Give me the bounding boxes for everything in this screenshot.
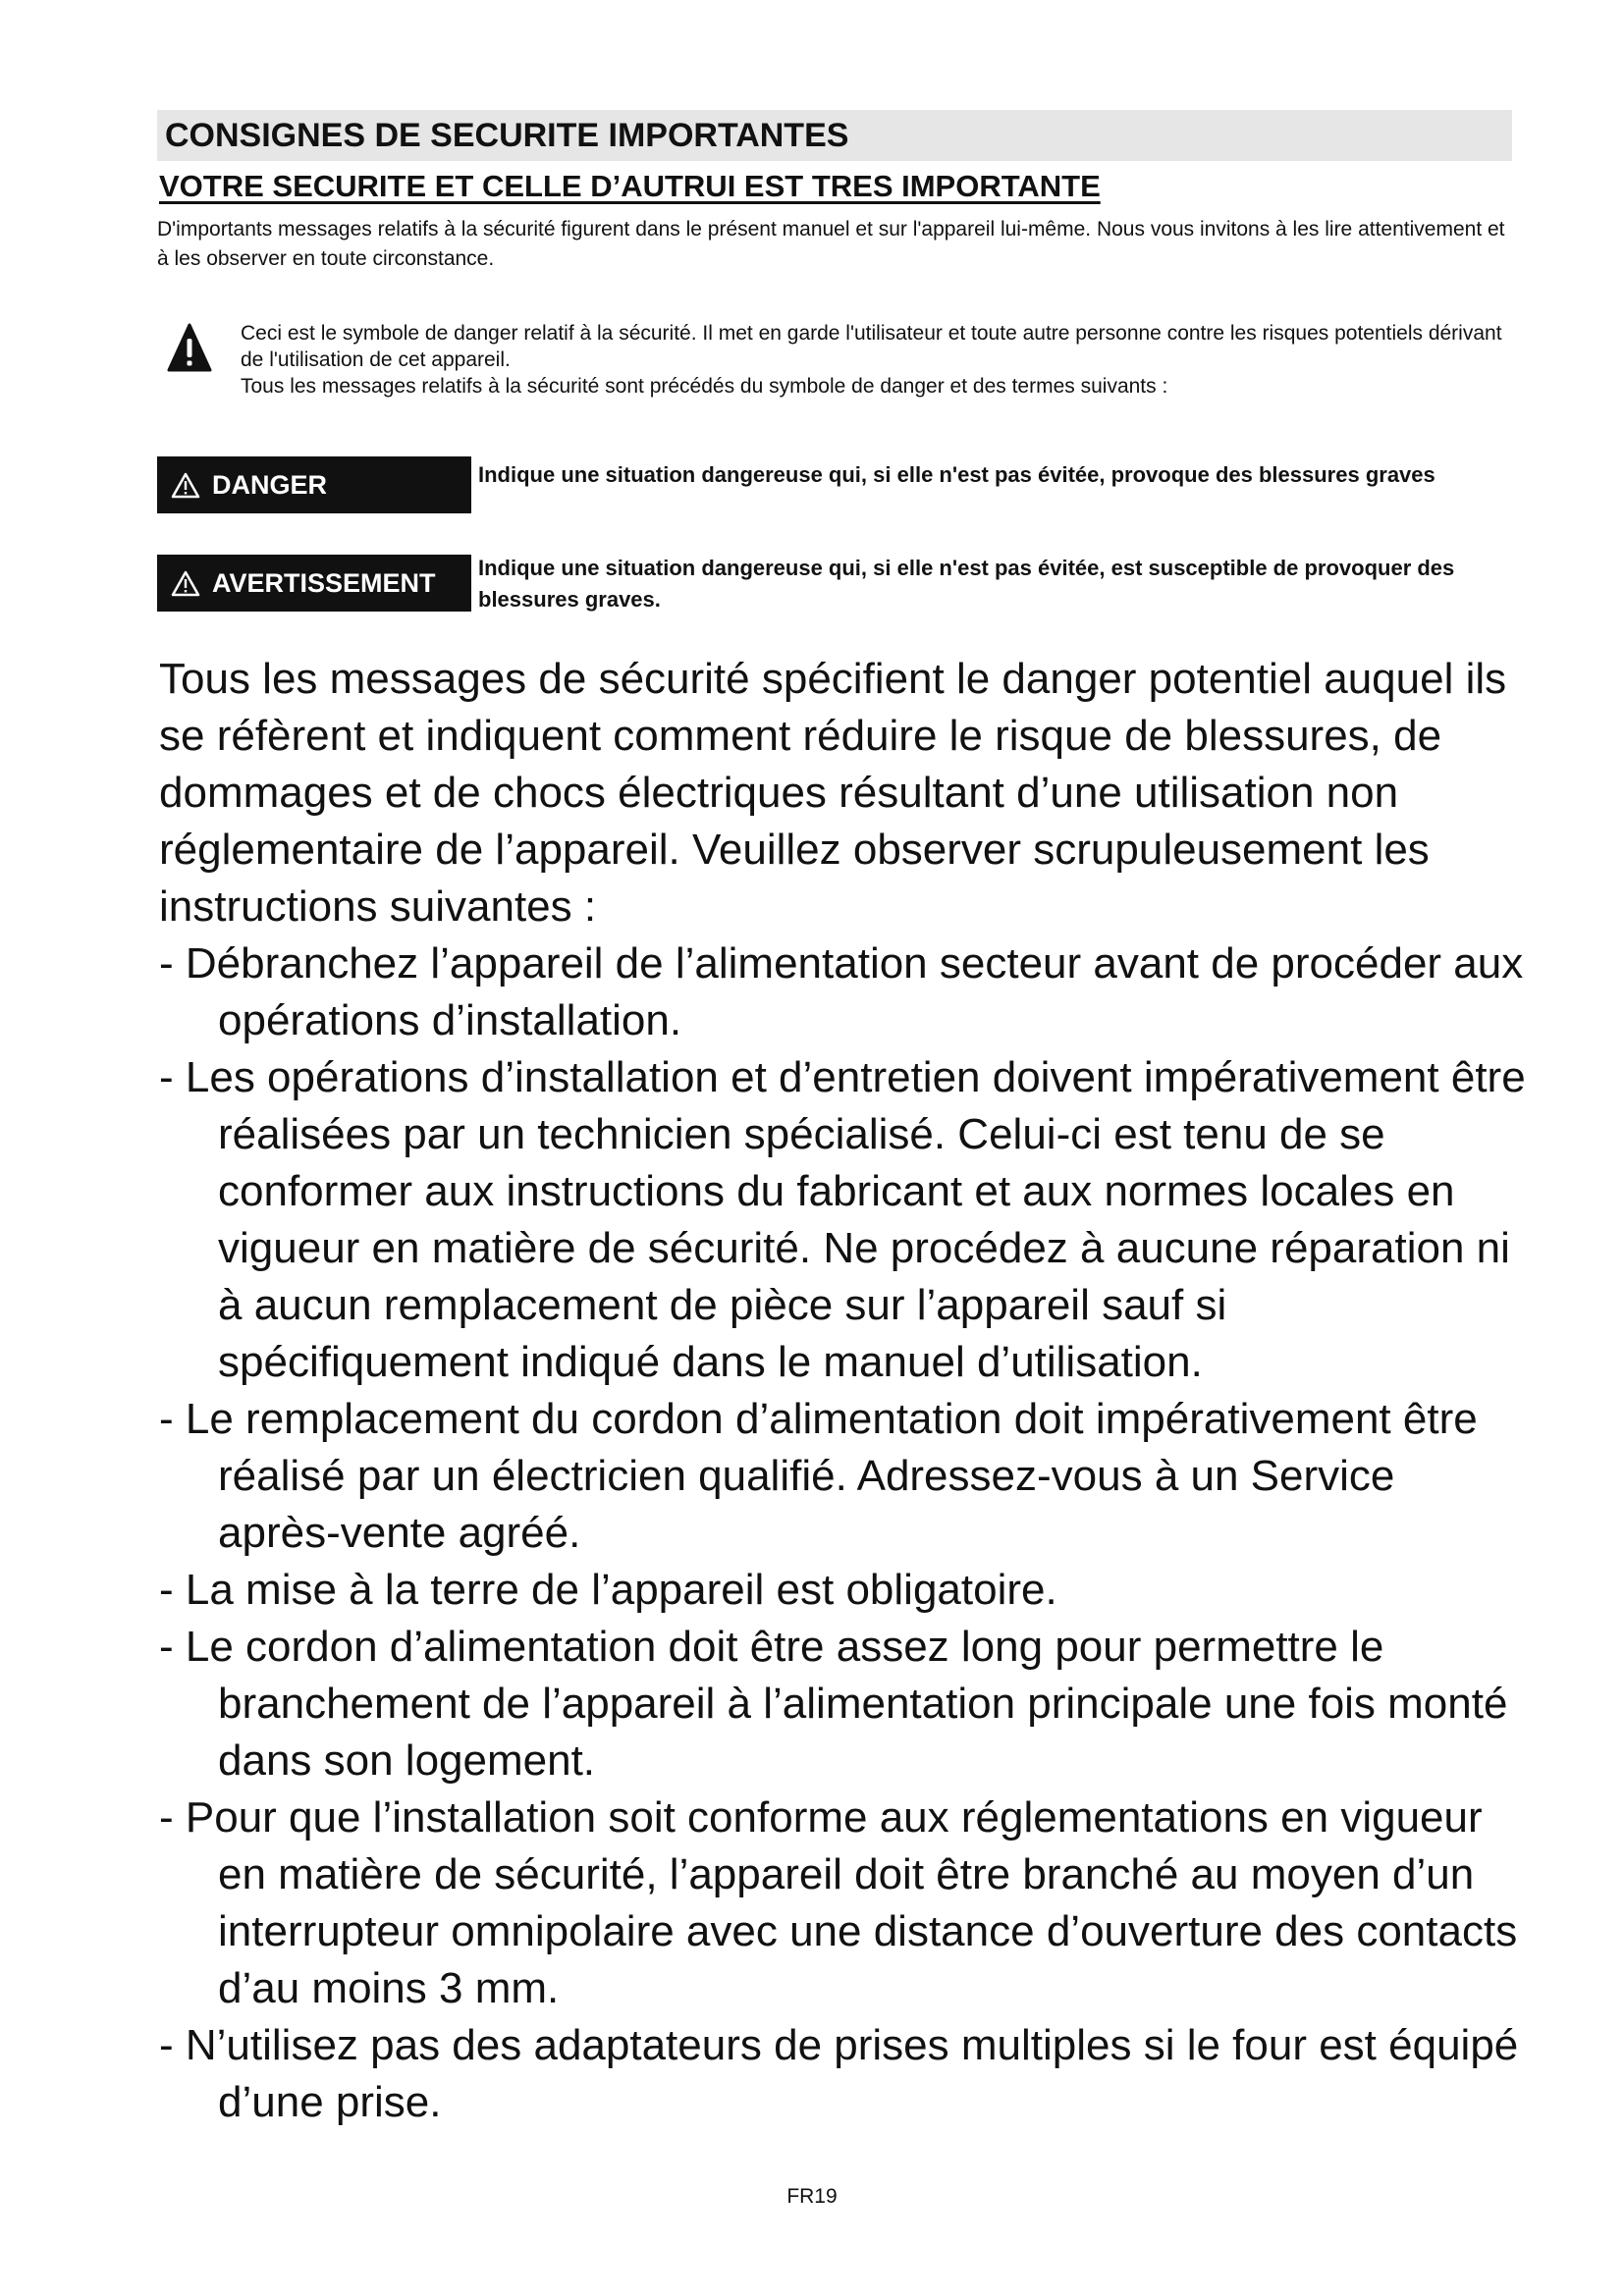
main-paragraph: Tous les messages de sécurité spécifient le danger potentiel auquel ils se réfèrent et indiquent comment réduire le risque de blessures, de dommages et de chocs électriques résultant d’une utilisation non réglementaire de l’appareil. Veuillez observer scrupuleusement les instructions suivantes : — [159, 655, 1507, 931]
warning-badge — [157, 555, 471, 612]
danger-label: DANGER — [212, 469, 328, 500]
section-title: CONSIGNES DE SECURITE IMPORTANTES — [157, 110, 1512, 161]
page-number: FR19 — [786, 2185, 838, 2208]
list-item: - Le cordon d’alimentation doit être assez long pour permettre le branchement de l’appareil à l’alimentation principale une fois monté dans son logement. — [159, 1623, 1508, 1785]
warning-triangle-icon — [167, 322, 212, 373]
subtitle: VOTRE SECURITE ET CELLE D’AUTRUI EST TRES IMPORTANTE — [159, 169, 1101, 203]
warning-label: AVERTISSEMENT — [212, 567, 436, 598]
symbol-line-1: Ceci est le symbole de danger relatif à la sécurité. Il met en garde l'utilisateur et toute autre personne contre les risques potentiels dérivant de l'utilisation de cet appareil. — [241, 322, 1502, 371]
list-item: - Débranchez l’appareil de l’alimentation secteur avant de procéder aux opérations d’installation. — [159, 939, 1524, 1044]
danger-description: Indique une situation dangereuse qui, si elle n'est pas évitée, provoque des blessures graves — [478, 462, 1435, 487]
danger-badge — [157, 456, 471, 513]
warning-triangle-outline-icon — [171, 570, 200, 597]
list-item: - N’utilisez pas des adaptateurs de prises multiples si le four est équipé d’une prise. — [159, 2021, 1519, 2126]
list-item: - Le remplacement du cordon d’alimentation doit impérativement être réalisé par un électricien qualifié. Adressez-vous à un Service après-vente agréé. — [159, 1395, 1478, 1557]
warning-triangle-outline-icon — [171, 472, 200, 499]
instruction-list — [159, 935, 1529, 2131]
symbol-line-2: Tous les messages relatifs à la sécurité sont précédés du symbole de danger et des termes suivants : — [241, 375, 1168, 398]
warning-description: Indique une situation dangereuse qui, si elle n'est pas évitée, est susceptible de provoquer des blessures graves. — [478, 556, 1455, 612]
symbol-explanation — [241, 320, 1517, 400]
list-item: - Pour que l’installation soit conforme aux réglementations en vigueur en matière de sécurité, l’appareil doit être branché au moyen d’un interrupteur omnipolaire avec une distance d’ouverture des contacts d’au moins 3 mm. — [159, 1793, 1518, 2012]
intro-paragraph: D'importants messages relatifs à la sécurité figurent dans le présent manuel et sur l'appareil lui-même. Nous vous invitons à les lire attentivement et à les observer en toute circonstance. — [157, 218, 1505, 270]
list-item: - La mise à la terre de l’appareil est obligatoire. — [159, 1566, 1057, 1614]
list-item: - Les opérations d’installation et d’entretien doivent impérativement être réalisées par un technicien spécialisé. Celui-ci est tenu de se conformer aux instructions du fabricant et aux normes locales en vigueur en matière de sécurité. Ne procédez à aucune réparation ni à aucun remplacement de pièce sur l’appareil sauf si spécifiquement indiqué dans le manuel d’utilisation. — [159, 1053, 1526, 1386]
